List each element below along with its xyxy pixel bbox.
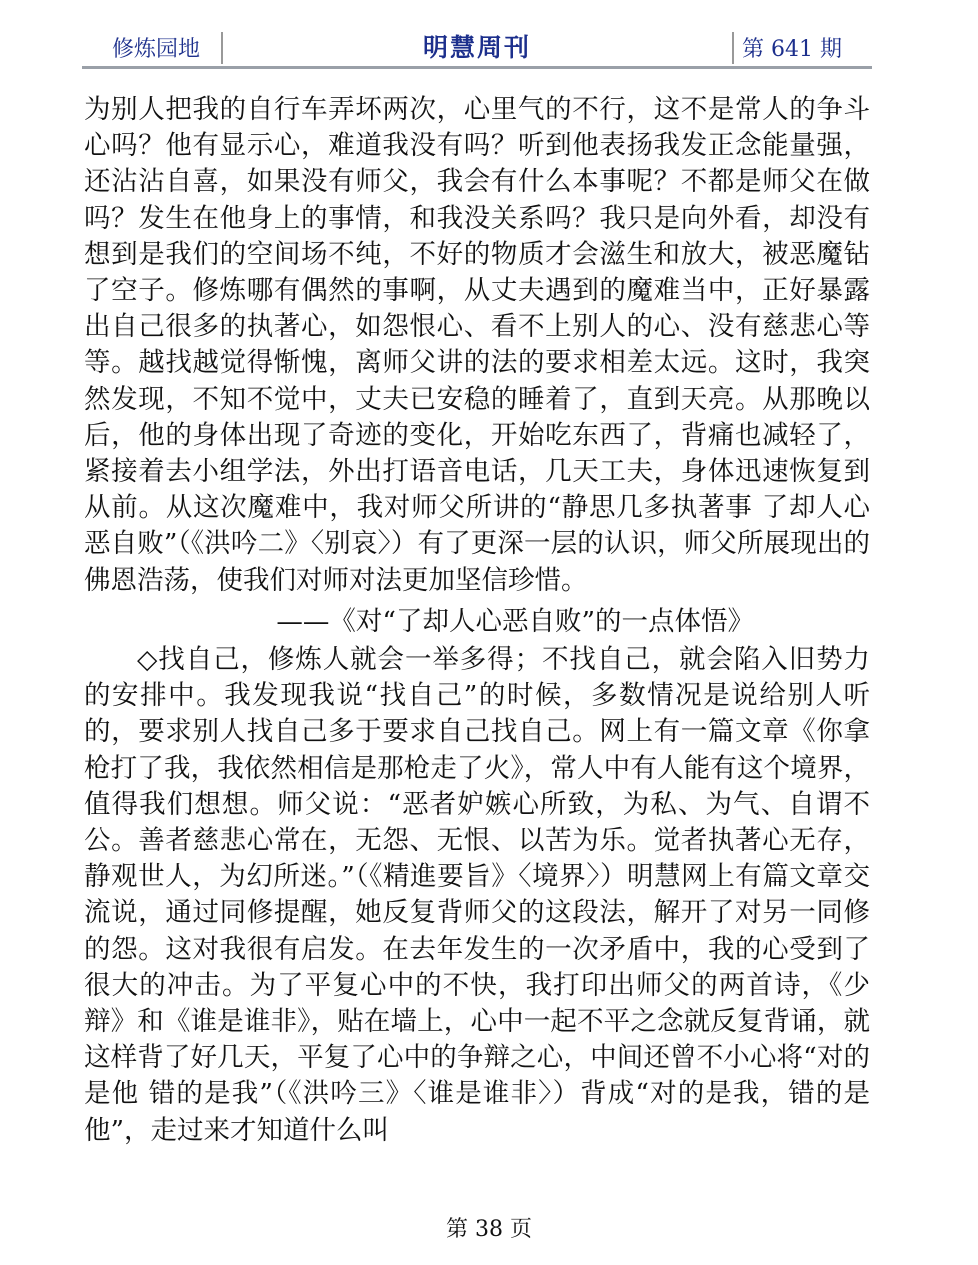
body-paragraph: 为别人把我的自行车弄坏两次，心里气的不行，这不是常人的争斗心吗？他有显示心，难道我没有吗？听到他表扬我发正念能量强，还沾沾自喜，如果没有师父，我会有什么本事呢？不都是师父在做吗？发生在他身上的事情，和我没关系吗？我只是向外看，却没有想到是我们的空间场不纯，不好的物质才会滋生和放大，被恶魔钻了空子。修炼哪有偶然的事啊，从丈夫遇到的魔难当中，正好暴露出自己很多的执著心，如怨恨心、看不上别人的心、没有慈悲心等等。越找越觉得惭愧，离师父讲的法的要求相差太远。这时，我突然发现，不知不觉中，丈夫已安稳的睡着了，直到天亮。从那晚以后，他的身体出现了奇迹的变化，开始吃东西了，背痛也减轻了，紧接着去小组学法，外出打语音电话，几天工夫，身体迅速恢复到从前。从这次魔难中，我对师父所讲的“静思几多执著事 了却人心恶自败”（《洪吟二》〈别哀〉）有了更深一层的认识，师父所展现出的佛恩浩荡，使我们对师对法更加坚信珍惜。 — [84, 94, 870, 596]
publication-title: 明慧周刊 — [422, 33, 531, 62]
body-paragraph: ◇找自己，修炼人就会一举多得；不找自己，就会陷入旧势力的安排中。我发现我说“找自己”的时候，多数情况是说给别人听的，要求别人找自己多于要求自己找自己。网上有一篇文章《你拿枪打了我，我依然相信是那枪走了火》，常人中有人能有这个境界，值得我们想想。师父说：“恶者妒嫉心所致，为私、为气、自谓不公。善者慈悲心常在，无怨、无恨、以苦为乐。觉者执著心无存，静观世人，为幻所迷。”（《精進要旨》〈境界〉）明慧网上有篇文章交流说，通过同修提醒，她反复背师父的这段法，解开了对另一同修的怨。这对我很有启发。在去年发生的一次矛盾中，我的心受到了很大的冲击。为了平复心中的不快，我打印出师父的两首诗，《少辩》和《谁是谁非》，贴在墙上，心中一起不平之念就反复背诵，就这样背了好几天，平复了心中的争辩之心，中间还曾不小心将“对的是他 错的是我”（《洪吟三》〈谁是谁非〉）背成“对的是我，错的是他”，走过来才知道什么叫 — [84, 644, 870, 1146]
source-citation: ——《对“了却人心恶自败”的一点体悟》 — [276, 605, 754, 637]
issue-number: 第 641 期 — [742, 37, 842, 62]
header-divider-right — [732, 32, 734, 64]
page-number: 第 38 页 — [446, 1217, 532, 1242]
section-title: 修炼园地 — [112, 37, 201, 62]
article-body — [84, 92, 870, 1149]
header-rule — [82, 66, 872, 69]
page-header — [82, 22, 872, 70]
